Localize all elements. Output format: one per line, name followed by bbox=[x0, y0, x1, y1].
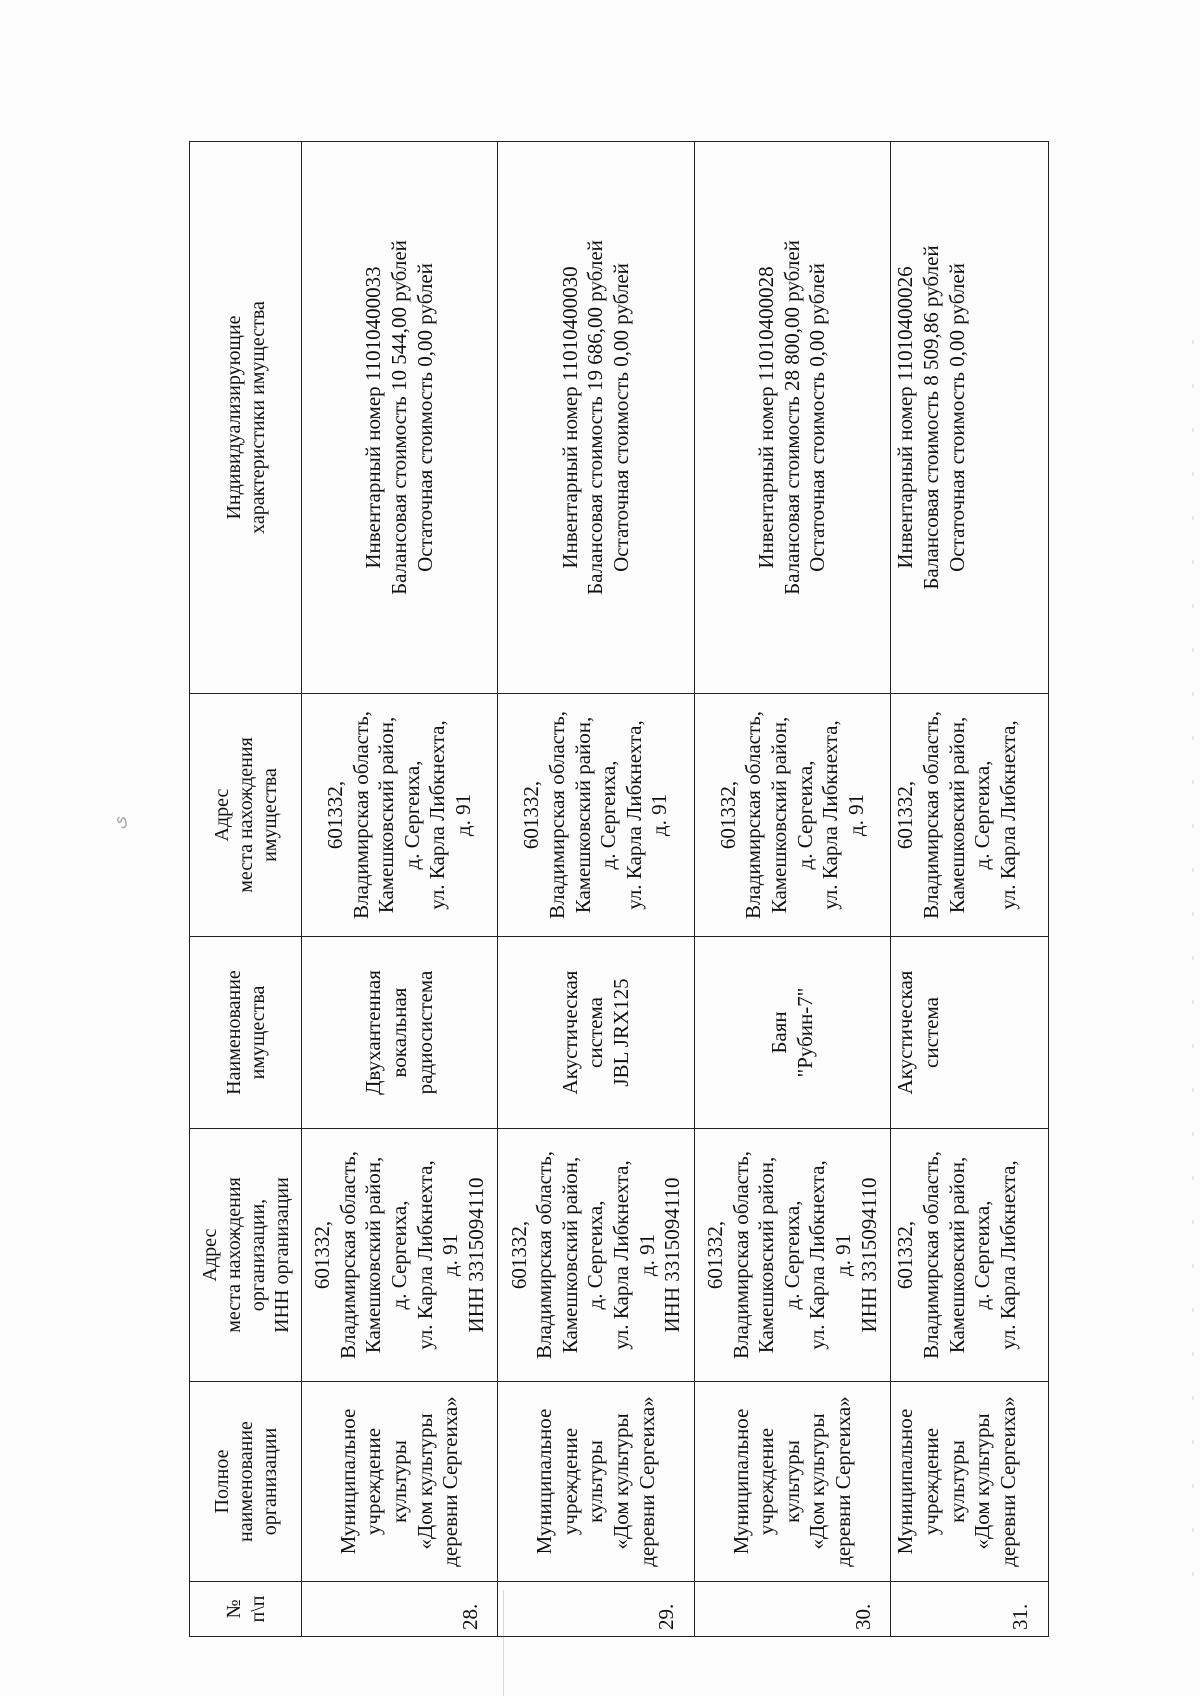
cell-line: Муниципальное bbox=[728, 1408, 753, 1555]
cell-line: 601332, bbox=[310, 1220, 335, 1290]
cell-line: учреждение культуры bbox=[557, 1427, 608, 1536]
cell-line: Владимирская область, bbox=[918, 1151, 943, 1359]
item-address-cell bbox=[498, 694, 694, 937]
cell-line: «Дом культуры bbox=[805, 1413, 830, 1550]
cell-line: деревни Сергеиха» bbox=[634, 1396, 659, 1567]
org-name-cell bbox=[891, 1382, 1049, 1582]
characteristics-cell bbox=[498, 142, 694, 694]
org-name-cell bbox=[694, 1382, 890, 1582]
item-name-cell bbox=[498, 937, 694, 1129]
cell-line: Камешковский район, bbox=[754, 1156, 779, 1354]
item-name-cell bbox=[891, 937, 1049, 1129]
cell-line: радиосистема bbox=[412, 970, 437, 1095]
cell-line: Инвентарный номер 11010400026 bbox=[893, 266, 918, 569]
cell-line: Владимирская область, bbox=[532, 1151, 557, 1359]
cell-line: учреждение культуры bbox=[918, 1427, 969, 1536]
cell-line: д. 91 bbox=[438, 1233, 463, 1277]
property-table bbox=[189, 141, 1049, 1637]
cell-line: д. 91 bbox=[647, 793, 672, 837]
cell-line: деревни Сергеиха» bbox=[995, 1396, 1020, 1567]
org-name-cell bbox=[498, 1382, 694, 1582]
cell-line: места нахождения bbox=[222, 1177, 245, 1333]
characteristics-cell bbox=[302, 142, 498, 694]
characteristics-cell bbox=[891, 142, 1049, 694]
cell-line: Остаточная стоимость 0,00 рублей bbox=[412, 263, 437, 572]
table-row bbox=[498, 142, 694, 1637]
cell-line: ИНН 3315094110 bbox=[856, 1177, 881, 1333]
cell-line: Полное наименование bbox=[210, 1421, 257, 1542]
cell-line: имущества bbox=[258, 768, 281, 862]
cell-line: Двухантенная bbox=[361, 970, 386, 1095]
cell-line: Владимирская область, bbox=[728, 1151, 753, 1359]
cell-line: Камешковский район, bbox=[767, 716, 792, 914]
cell-line: № bbox=[222, 1599, 245, 1619]
header-org-name bbox=[190, 1382, 302, 1582]
cell-line: Балансовая стоимость 19 686,00 рублей bbox=[583, 240, 608, 595]
cell-line: ул. Карла Либкнехта, bbox=[425, 720, 450, 910]
cell-line: "Рубин-7" bbox=[792, 987, 817, 1078]
cell-line: Владимирская область, bbox=[544, 711, 569, 919]
cell-line: места нахождения bbox=[234, 737, 257, 893]
cell-line: д. Сергеиха, bbox=[583, 1200, 608, 1310]
cell-line: Остаточная стоимость 0,00 рублей bbox=[944, 263, 969, 572]
cell-line: Инвентарный номер 11010400030 bbox=[557, 266, 582, 569]
cell-line: Муниципальное bbox=[532, 1408, 557, 1555]
header-org-address bbox=[190, 1129, 302, 1382]
cell-line: «Дом культуры bbox=[970, 1413, 995, 1550]
cell-line: вокальная bbox=[386, 987, 411, 1078]
cell-line: д. Сергеиха, bbox=[399, 760, 424, 870]
cell-line: «Дом культуры bbox=[412, 1413, 437, 1550]
cell-line: Наименование bbox=[222, 970, 245, 1095]
table-header-row bbox=[190, 142, 302, 1637]
table-row bbox=[694, 142, 890, 1637]
item-address-cell bbox=[302, 694, 498, 937]
scan-speck: ى bbox=[108, 815, 129, 830]
cell-line: JBL JRX125 bbox=[608, 978, 633, 1087]
characteristics-cell bbox=[694, 142, 890, 694]
cell-line: Остаточная стоимость 0,00 рублей bbox=[608, 263, 633, 572]
cell-line: ИНН 3315094110 bbox=[660, 1177, 685, 1333]
cell-line: Индивидуализирующие bbox=[222, 315, 245, 520]
cell-line: Адрес bbox=[210, 788, 233, 842]
cell-line: п\п bbox=[246, 1595, 269, 1623]
item-name-cell bbox=[302, 937, 498, 1129]
cell-line: 601332, bbox=[506, 1220, 531, 1290]
cell-line: д. 91 bbox=[843, 793, 868, 837]
item-address-cell bbox=[694, 694, 890, 937]
row-number: 31. bbox=[891, 1582, 1049, 1637]
header-item-name bbox=[190, 937, 302, 1129]
cell-line: Камешковский район, bbox=[361, 1156, 386, 1354]
cell-line: Балансовая стоимость 10 544,00 рублей bbox=[386, 240, 411, 595]
cell-line: характеристики имущества bbox=[246, 301, 269, 534]
cell-line: Камешковский район, bbox=[570, 716, 595, 914]
cell-line: ул. Карла Либкнехта, bbox=[608, 1160, 633, 1350]
org-address-cell bbox=[891, 1129, 1049, 1382]
cell-line: деревни Сергеиха» bbox=[438, 1396, 463, 1567]
cell-line: ул. Карла Либкнехта, bbox=[412, 1160, 437, 1350]
cell-line: Камешковский район, bbox=[944, 1156, 969, 1354]
table-row bbox=[302, 142, 498, 1637]
cell-line: д. 91 bbox=[450, 793, 475, 837]
cell-line: Адрес bbox=[198, 1228, 221, 1282]
cell-line: 601332, bbox=[703, 1220, 727, 1290]
cell-line: организации, bbox=[246, 1198, 269, 1312]
cell-line: 601332, bbox=[893, 780, 918, 850]
cell-line: ул. Карла Либкнехта, bbox=[995, 720, 1020, 910]
cell-line: Камешковский район, bbox=[374, 716, 399, 914]
cell-line: Балансовая стоимость 28 800,00 рублей bbox=[779, 240, 804, 595]
cell-line: учреждение культуры bbox=[754, 1427, 804, 1536]
cell-line: деревни Сергеиха» bbox=[831, 1396, 856, 1567]
cell-line: Акустическая система bbox=[557, 970, 608, 1095]
cell-line: д. Сергеиха, bbox=[596, 760, 621, 870]
table-row bbox=[891, 142, 1049, 1637]
cell-line: Баян bbox=[767, 1011, 792, 1054]
row-number: 30. bbox=[694, 1582, 890, 1637]
cell-line: Владимирская область, bbox=[348, 711, 373, 919]
cell-line: ИНН организации bbox=[270, 1177, 293, 1333]
cell-line: Владимирская область, bbox=[741, 711, 766, 919]
cell-line: ул. Карла Либкнехта, bbox=[621, 720, 646, 910]
cell-line: 601332, bbox=[519, 780, 544, 850]
cell-line: ул. Карла Либкнехта, bbox=[995, 1160, 1020, 1350]
cell-line: 601332, bbox=[322, 780, 347, 850]
cell-line: Камешковский район, bbox=[557, 1156, 582, 1354]
cell-line: д. Сергеиха, bbox=[779, 1200, 804, 1310]
cell-line: Инвентарный номер 11010400028 bbox=[754, 266, 779, 569]
cell-line: 601332, bbox=[715, 780, 740, 850]
cell-line: Муниципальное bbox=[335, 1408, 360, 1555]
cell-line: 601332, bbox=[893, 1220, 918, 1290]
cell-line: организации bbox=[258, 1427, 281, 1536]
cell-line: Камешковский район, bbox=[944, 716, 969, 914]
cell-line: Балансовая стоимость 8 509,86 рублей bbox=[918, 245, 943, 590]
rotated-table-wrapper bbox=[189, 142, 1049, 1637]
row-number: 29. bbox=[498, 1582, 694, 1637]
cell-line: д. Сергеиха, bbox=[970, 760, 995, 870]
row-number: 28. bbox=[302, 1582, 498, 1637]
item-address-cell bbox=[891, 694, 1049, 937]
cell-line: Владимирская область, bbox=[918, 711, 943, 919]
scan-edge-marks bbox=[1192, 300, 1194, 1600]
header-num bbox=[190, 1582, 302, 1637]
cell-line: д. Сергеиха, bbox=[792, 760, 817, 870]
cell-line: д. Сергеиха, bbox=[386, 1200, 411, 1310]
header-characteristics bbox=[190, 142, 302, 694]
cell-line: Муниципальное bbox=[893, 1408, 918, 1555]
cell-line: ул. Карла Либкнехта, bbox=[805, 1160, 830, 1350]
cell-line: имущества bbox=[246, 985, 269, 1080]
org-name-cell bbox=[302, 1382, 498, 1582]
cell-line: ул. Карла Либкнехта, bbox=[818, 720, 843, 910]
cell-line: Владимирская область, bbox=[335, 1151, 360, 1359]
cell-line: «Дом культуры bbox=[608, 1413, 633, 1550]
org-address-cell bbox=[694, 1129, 890, 1382]
cell-line: д. 91 bbox=[831, 1233, 856, 1277]
org-address-cell bbox=[302, 1129, 498, 1382]
cell-line: д. 91 bbox=[634, 1233, 659, 1277]
cell-line: Инвентарный номер 11010400033 bbox=[361, 266, 386, 569]
cell-line: Акустическая система bbox=[893, 970, 943, 1095]
cell-line: Остаточная стоимость 0,00 рублей bbox=[805, 263, 830, 572]
org-address-cell bbox=[498, 1129, 694, 1382]
cell-line: ИНН 3315094110 bbox=[463, 1177, 488, 1333]
header-item-address bbox=[190, 694, 302, 937]
cell-line: учреждение культуры bbox=[361, 1427, 411, 1536]
cell-line: д. Сергеиха, bbox=[970, 1200, 995, 1310]
item-name-cell bbox=[694, 937, 890, 1129]
